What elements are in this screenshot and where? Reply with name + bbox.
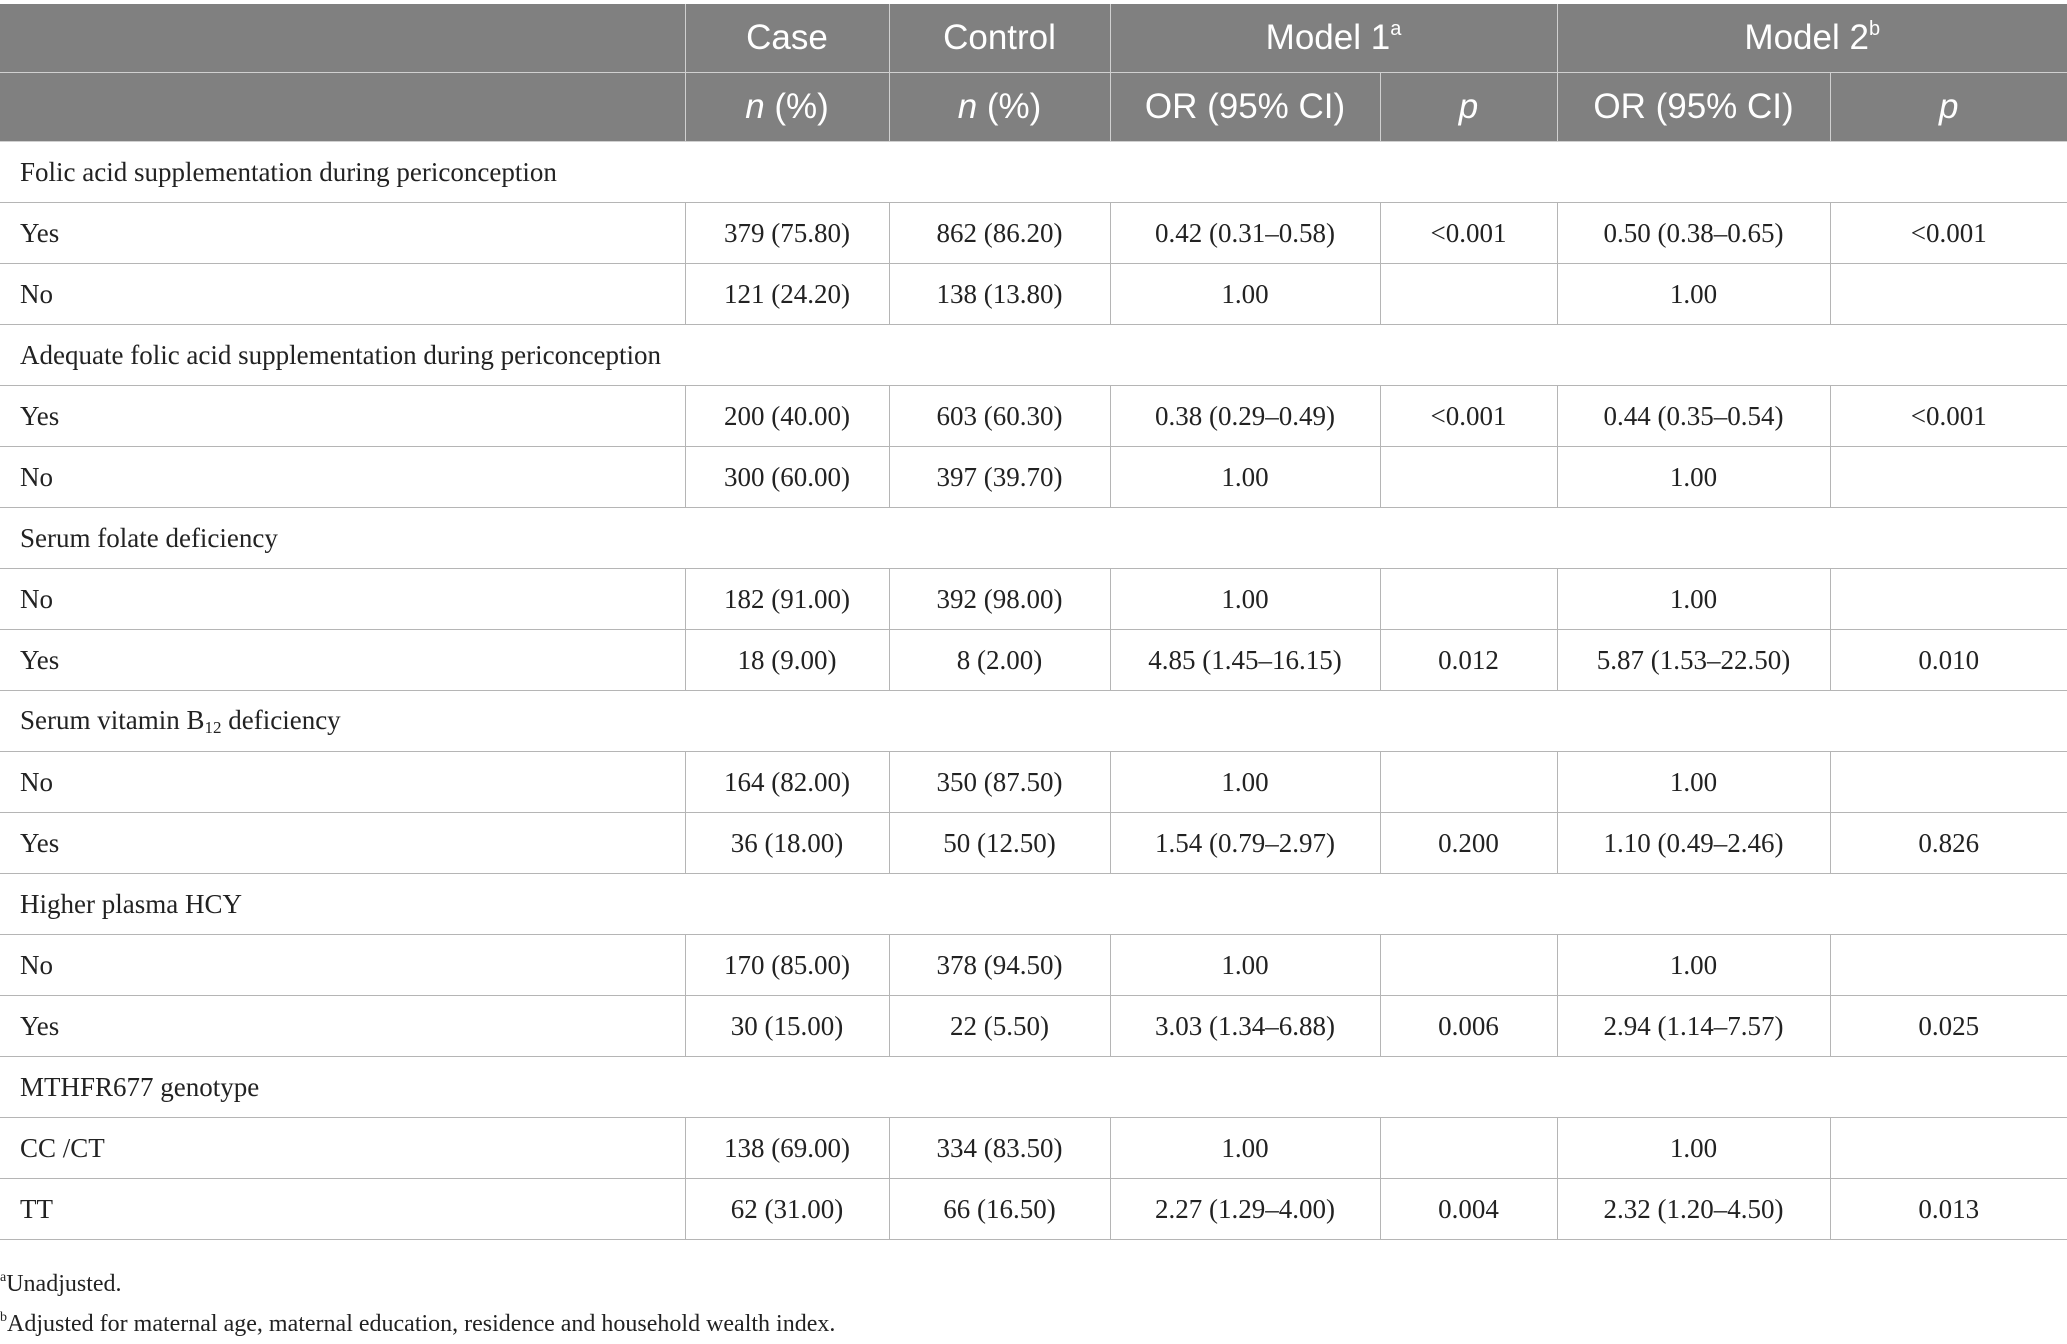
model1-or-value: 1.54 (0.79–2.97) (1110, 813, 1380, 874)
model2-or-value: 2.94 (1.14–7.57) (1557, 996, 1830, 1057)
row-label: Yes (0, 813, 685, 874)
row-label: No (0, 935, 685, 996)
footnote-b-text: Adjusted for maternal age, maternal education, residence and household wealth index. (7, 1311, 836, 1337)
header-case-n-symbol: n (745, 87, 765, 126)
model2-or-value: 0.44 (0.35–0.54) (1557, 386, 1830, 447)
model2-p-value (1830, 752, 2067, 813)
model2-or-value: 1.00 (1557, 752, 1830, 813)
row-label: Yes (0, 386, 685, 447)
case-value: 121 (24.20) (685, 264, 889, 325)
table-row (0, 569, 2067, 630)
row-label: No (0, 569, 685, 630)
row-label: Yes (0, 630, 685, 691)
table-row (0, 447, 2067, 508)
header-row-2 (0, 73, 2067, 142)
case-value: 182 (91.00) (685, 569, 889, 630)
model1-or-value: 4.85 (1.45–16.15) (1110, 630, 1380, 691)
model2-or-value: 5.87 (1.53–22.50) (1557, 630, 1830, 691)
table-row (0, 935, 2067, 996)
case-value: 138 (69.00) (685, 1118, 889, 1179)
section-title (0, 691, 2067, 752)
row-label: CC /CT (0, 1118, 685, 1179)
table-row (0, 630, 2067, 691)
model2-or-value: 2.32 (1.20–4.50) (1557, 1179, 1830, 1240)
header-model2-label: Model 2 (1744, 18, 1869, 57)
model1-or-value: 2.27 (1.29–4.00) (1110, 1179, 1380, 1240)
section-title: MTHFR677 genotype (0, 1057, 2067, 1118)
header-control-n-symbol: n (957, 87, 978, 126)
model2-or-value: 1.00 (1557, 264, 1830, 325)
model1-p-value (1380, 264, 1557, 325)
row-label: No (0, 752, 685, 813)
model1-p-value: <0.001 (1380, 386, 1557, 447)
header-blank-1 (0, 4, 685, 73)
model2-or-value: 1.10 (0.49–2.46) (1557, 813, 1830, 874)
model1-or-value: 3.03 (1.34–6.88) (1110, 996, 1380, 1057)
control-value: 138 (13.80) (889, 264, 1110, 325)
section-row (0, 1057, 2067, 1118)
model2-or-value: 0.50 (0.38–0.65) (1557, 203, 1830, 264)
model2-p-value: 0.013 (1830, 1179, 2067, 1240)
row-label: No (0, 447, 685, 508)
table-row (0, 203, 2067, 264)
model1-p-value: 0.012 (1380, 630, 1557, 691)
header-blank-2 (0, 73, 685, 142)
header-m1-p-symbol: p (1458, 87, 1479, 126)
control-value: 50 (12.50) (889, 813, 1110, 874)
section-row (0, 142, 2067, 203)
model1-or-value: 0.42 (0.31–0.58) (1110, 203, 1380, 264)
model2-or-value: 1.00 (1557, 935, 1830, 996)
header-control-pct: (%) (977, 87, 1042, 126)
section-title-pre: Serum vitamin B (20, 704, 205, 735)
case-value: 164 (82.00) (685, 752, 889, 813)
table-row (0, 813, 2067, 874)
control-value: 350 (87.50) (889, 752, 1110, 813)
case-value: 36 (18.00) (685, 813, 889, 874)
header-case-pct: (%) (764, 87, 829, 126)
header-m1-or: OR (95% CI) (1110, 73, 1380, 142)
model2-or-value: 1.00 (1557, 569, 1830, 630)
header-control-n (889, 73, 1110, 142)
control-value: 8 (2.00) (889, 630, 1110, 691)
table-header (0, 4, 2067, 142)
header-m2-p-symbol: p (1939, 87, 1959, 126)
model1-or-value: 0.38 (0.29–0.49) (1110, 386, 1380, 447)
model1-p-value (1380, 935, 1557, 996)
case-value: 18 (9.00) (685, 630, 889, 691)
row-label: No (0, 264, 685, 325)
results-table-container (0, 4, 2067, 1240)
section-row (0, 691, 2067, 752)
control-value: 603 (60.30) (889, 386, 1110, 447)
control-value: 392 (98.00) (889, 569, 1110, 630)
table-row (0, 1179, 2067, 1240)
model2-p-value: 0.826 (1830, 813, 2067, 874)
model2-p-value (1830, 935, 2067, 996)
footnotes (0, 1258, 835, 1338)
case-value: 30 (15.00) (685, 996, 889, 1057)
header-m1-p (1380, 73, 1557, 142)
model2-p-value (1830, 447, 2067, 508)
header-model2 (1557, 4, 2067, 73)
model1-p-value (1380, 752, 1557, 813)
section-row (0, 874, 2067, 935)
model1-or-value: 1.00 (1110, 569, 1380, 630)
header-model2-mark: b (1868, 18, 1881, 40)
section-title: Folic acid supplementation during periconception (0, 142, 2067, 203)
case-value: 300 (60.00) (685, 447, 889, 508)
table-row (0, 386, 2067, 447)
model1-p-value (1380, 447, 1557, 508)
model1-or-value: 1.00 (1110, 935, 1380, 996)
header-model1 (1110, 4, 1557, 73)
case-value: 200 (40.00) (685, 386, 889, 447)
section-title: Higher plasma HCY (0, 874, 2067, 935)
case-value: 170 (85.00) (685, 935, 889, 996)
header-model1-label: Model 1 (1265, 18, 1391, 57)
footnote-b (0, 1298, 835, 1338)
control-value: 397 (39.70) (889, 447, 1110, 508)
model2-p-value: <0.001 (1830, 386, 2067, 447)
header-m2-or: OR (95% CI) (1557, 73, 1830, 142)
case-value: 379 (75.80) (685, 203, 889, 264)
model2-p-value (1830, 1118, 2067, 1179)
section-title: Serum folate deficiency (0, 508, 2067, 569)
model1-p-value (1380, 569, 1557, 630)
model2-p-value: 0.010 (1830, 630, 2067, 691)
header-control: Control (889, 4, 1110, 73)
footnote-a (0, 1258, 835, 1298)
row-label: TT (0, 1179, 685, 1240)
table-row (0, 996, 2067, 1057)
control-value: 334 (83.50) (889, 1118, 1110, 1179)
table-row (0, 1118, 2067, 1179)
header-case-n (685, 73, 889, 142)
header-m2-p (1830, 73, 2067, 142)
results-table (0, 4, 2067, 1240)
model1-or-value: 1.00 (1110, 1118, 1380, 1179)
row-label: Yes (0, 203, 685, 264)
table-row (0, 264, 2067, 325)
model2-or-value: 1.00 (1557, 1118, 1830, 1179)
section-row (0, 325, 2067, 386)
model1-or-value: 1.00 (1110, 752, 1380, 813)
header-case: Case (685, 4, 889, 73)
footnote-a-text: Unadjusted. (6, 1271, 122, 1297)
table-body (0, 142, 2067, 1240)
model2-p-value: <0.001 (1830, 203, 2067, 264)
table-row (0, 752, 2067, 813)
model1-or-value: 1.00 (1110, 447, 1380, 508)
header-row-1 (0, 4, 2067, 73)
model1-or-value: 1.00 (1110, 264, 1380, 325)
section-title: Adequate folic acid supplementation during periconception (0, 325, 2067, 386)
model1-p-value: <0.001 (1380, 203, 1557, 264)
model2-or-value: 1.00 (1557, 447, 1830, 508)
model2-p-value: 0.025 (1830, 996, 2067, 1057)
model1-p-value: 0.006 (1380, 996, 1557, 1057)
section-title-post: deficiency (221, 704, 341, 735)
model1-p-value: 0.200 (1380, 813, 1557, 874)
control-value: 66 (16.50) (889, 1179, 1110, 1240)
row-label: Yes (0, 996, 685, 1057)
control-value: 862 (86.20) (889, 203, 1110, 264)
section-title-sub: 12 (204, 717, 222, 737)
model2-p-value (1830, 264, 2067, 325)
model1-p-value: 0.004 (1380, 1179, 1557, 1240)
section-row (0, 508, 2067, 569)
footnote-a-mark: a (0, 1270, 7, 1285)
control-value: 22 (5.50) (889, 996, 1110, 1057)
case-value: 62 (31.00) (685, 1179, 889, 1240)
header-model1-mark: a (1390, 18, 1402, 40)
model1-p-value (1380, 1118, 1557, 1179)
control-value: 378 (94.50) (889, 935, 1110, 996)
model2-p-value (1830, 569, 2067, 630)
footnote-b-mark: b (0, 1310, 7, 1325)
